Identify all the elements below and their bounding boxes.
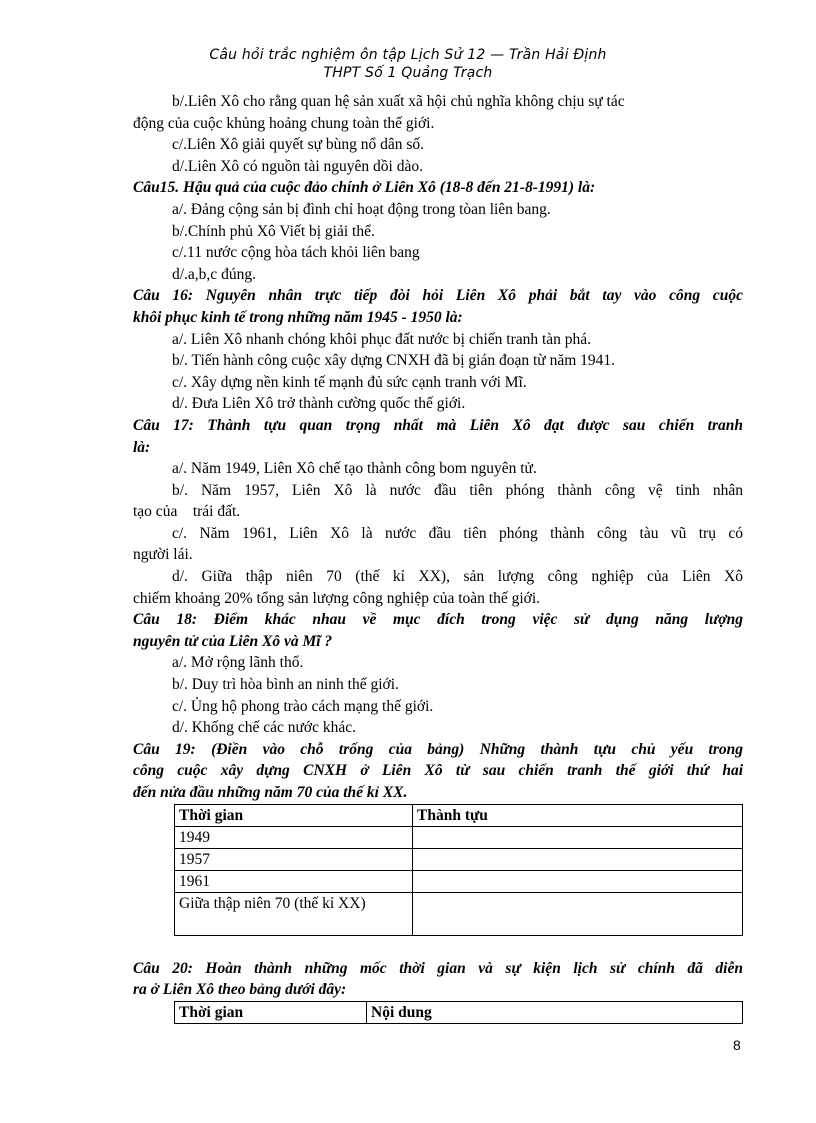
table-row <box>175 892 743 935</box>
q15-option-d: d/.a,b,c đúng. <box>172 265 256 283</box>
q18-title-line2: nguyên tử của Liên Xô và Mĩ ? <box>133 632 333 650</box>
q15-title: Câu15. Hậu quả của cuộc đảo chính ở Liên Xô (18-8 đến 21-8-1991) là: <box>133 179 596 197</box>
header-cell-content: Nội dung <box>367 1001 743 1023</box>
header-cell-time: Thời gian <box>175 804 413 826</box>
q19-title-line3: đến nửa đầu những năm 70 của thế kỉ XX. <box>133 784 408 801</box>
q16-option-b: b/. Tiến hành công cuộc xây dựng CNXH đã bị gián đoạn từ năm 1941. <box>172 352 615 370</box>
achievement-input-cell[interactable] <box>413 826 743 848</box>
q16-option-d: d/. Đưa Liên Xô trở thành cường quốc thế giới. <box>172 395 466 413</box>
q18-option-c: c/. Ủng hộ phong trào cách mạng thế giới. <box>172 697 434 715</box>
table-row <box>175 826 743 848</box>
q14-option-b-line2: động của cuộc khủng hoảng chung toàn thế giới. <box>133 114 435 132</box>
spacer <box>133 936 743 958</box>
achievement-input-cell[interactable] <box>413 892 743 935</box>
achievement-input-cell[interactable] <box>413 848 743 870</box>
header-line-2: THPT Số 1 Quảng Trạch <box>323 65 493 81</box>
table-row <box>175 848 743 870</box>
q16-option-c: c/. Xây dựng nền kinh tế mạnh đủ sức cạnh tranh với Mĩ. <box>172 373 527 391</box>
q19-title-line1: Câu 19: (Điền vào chỗ trống của bảng) Những thành tựu chủ yếu trong <box>133 740 743 758</box>
q19-table <box>174 804 743 936</box>
page-number: 8 <box>733 1037 741 1053</box>
q17-title-line2: là: <box>133 438 151 456</box>
q16-title-line2: khôi phục kinh tế trong những năm 1945 - 1950 là: <box>133 308 463 326</box>
q20-table <box>174 1001 743 1024</box>
time-cell: 1957 <box>175 848 413 870</box>
q15-option-a: a/. Đảng cộng sản bị đình chỉ hoạt động trong tòan liên bang. <box>172 200 551 218</box>
table-row <box>175 870 743 892</box>
q14-option-d: d/.Liên Xô có nguồn tài nguyên dồi dào. <box>172 157 423 175</box>
time-cell: 1961 <box>175 870 413 892</box>
q19-title-line2: công cuộc xây dựng CNXH ở Liên Xô từ sau chiến tranh thế giới thứ hai <box>133 762 743 780</box>
table-header-row <box>175 804 743 826</box>
q16-title-line1: Câu 16: Nguyên nhân trực tiếp đòi hỏi Liên Xô phải bắt tay vào công cuộc <box>133 287 743 305</box>
q15-option-c: c/.11 nước cộng hòa tách khỏi liên bang <box>172 244 420 262</box>
q17-option-a: a/. Năm 1949, Liên Xô chế tạo thành công bom nguyên tử. <box>172 460 537 478</box>
document-body <box>133 91 743 1024</box>
time-cell: Giữa thập niên 70 (thế kỉ XX) <box>175 892 413 935</box>
q16-option-a: a/. Liên Xô nhanh chóng khôi phục đất nước bị chiến tranh tàn phá. <box>172 330 592 348</box>
header-cell-achievement: Thành tựu <box>413 804 743 826</box>
q17-option-b-line2: tạo của trái đất. <box>133 503 241 521</box>
q17-option-d-line2: chiếm khoảng 20% tổng sản lượng công nghiệp của toàn thế giới. <box>133 589 541 607</box>
q14-option-b-line1: b/.Liên Xô cho rằng quan hệ sản xuất xã hội chủ nghĩa không chịu sự tác <box>172 93 625 110</box>
q18-title-line1: Câu 18: Điểm khác nhau về mục đích trong việc sử dụng năng lượng <box>133 611 743 629</box>
q14-option-c: c/.Liên Xô giải quyết sự bùng nổ dân số. <box>172 136 425 154</box>
table-header-row <box>175 1001 743 1023</box>
q17-title-line1: Câu 17: Thành tựu quan trọng nhất mà Liên Xô đạt được sau chiến tranh <box>133 416 743 434</box>
q20-title-line2: ra ở Liên Xô theo bảng dưới đây: <box>133 981 347 999</box>
q17-option-c-line2: người lái. <box>133 546 193 564</box>
page-header <box>0 46 816 82</box>
q18-option-d: d/. Khống chế các nước khác. <box>172 719 357 737</box>
header-line-1: Câu hỏi trắc nghiệm ôn tập Lịch Sử 12 — Trần Hải Định <box>209 47 607 63</box>
q17-option-d-line1: d/. Giữa thập niên 70 (thế kỉ XX), sản lượng công nghiệp của Liên Xô <box>172 568 743 586</box>
time-cell: 1949 <box>175 826 413 848</box>
achievement-input-cell[interactable] <box>413 870 743 892</box>
header-cell-time: Thời gian <box>175 1001 367 1023</box>
q20-title-line1: Câu 20: Hoàn thành những mốc thời gian và sự kiện lịch sử chính đã diễn <box>133 959 743 977</box>
q18-option-b: b/. Duy trì hòa bình an ninh thế giới. <box>172 676 399 694</box>
q17-option-b-line1: b/. Năm 1957, Liên Xô là nước đầu tiên phóng thành công vệ tinh nhân <box>172 481 743 499</box>
q18-option-a: a/. Mở rộng lãnh thổ. <box>172 654 304 672</box>
q17-option-c-line1: c/. Năm 1961, Liên Xô là nước đầu tiên phóng thành công tàu vũ trụ có <box>172 524 743 542</box>
q15-option-b: b/.Chính phủ Xô Viết bị giải thể. <box>172 222 375 240</box>
